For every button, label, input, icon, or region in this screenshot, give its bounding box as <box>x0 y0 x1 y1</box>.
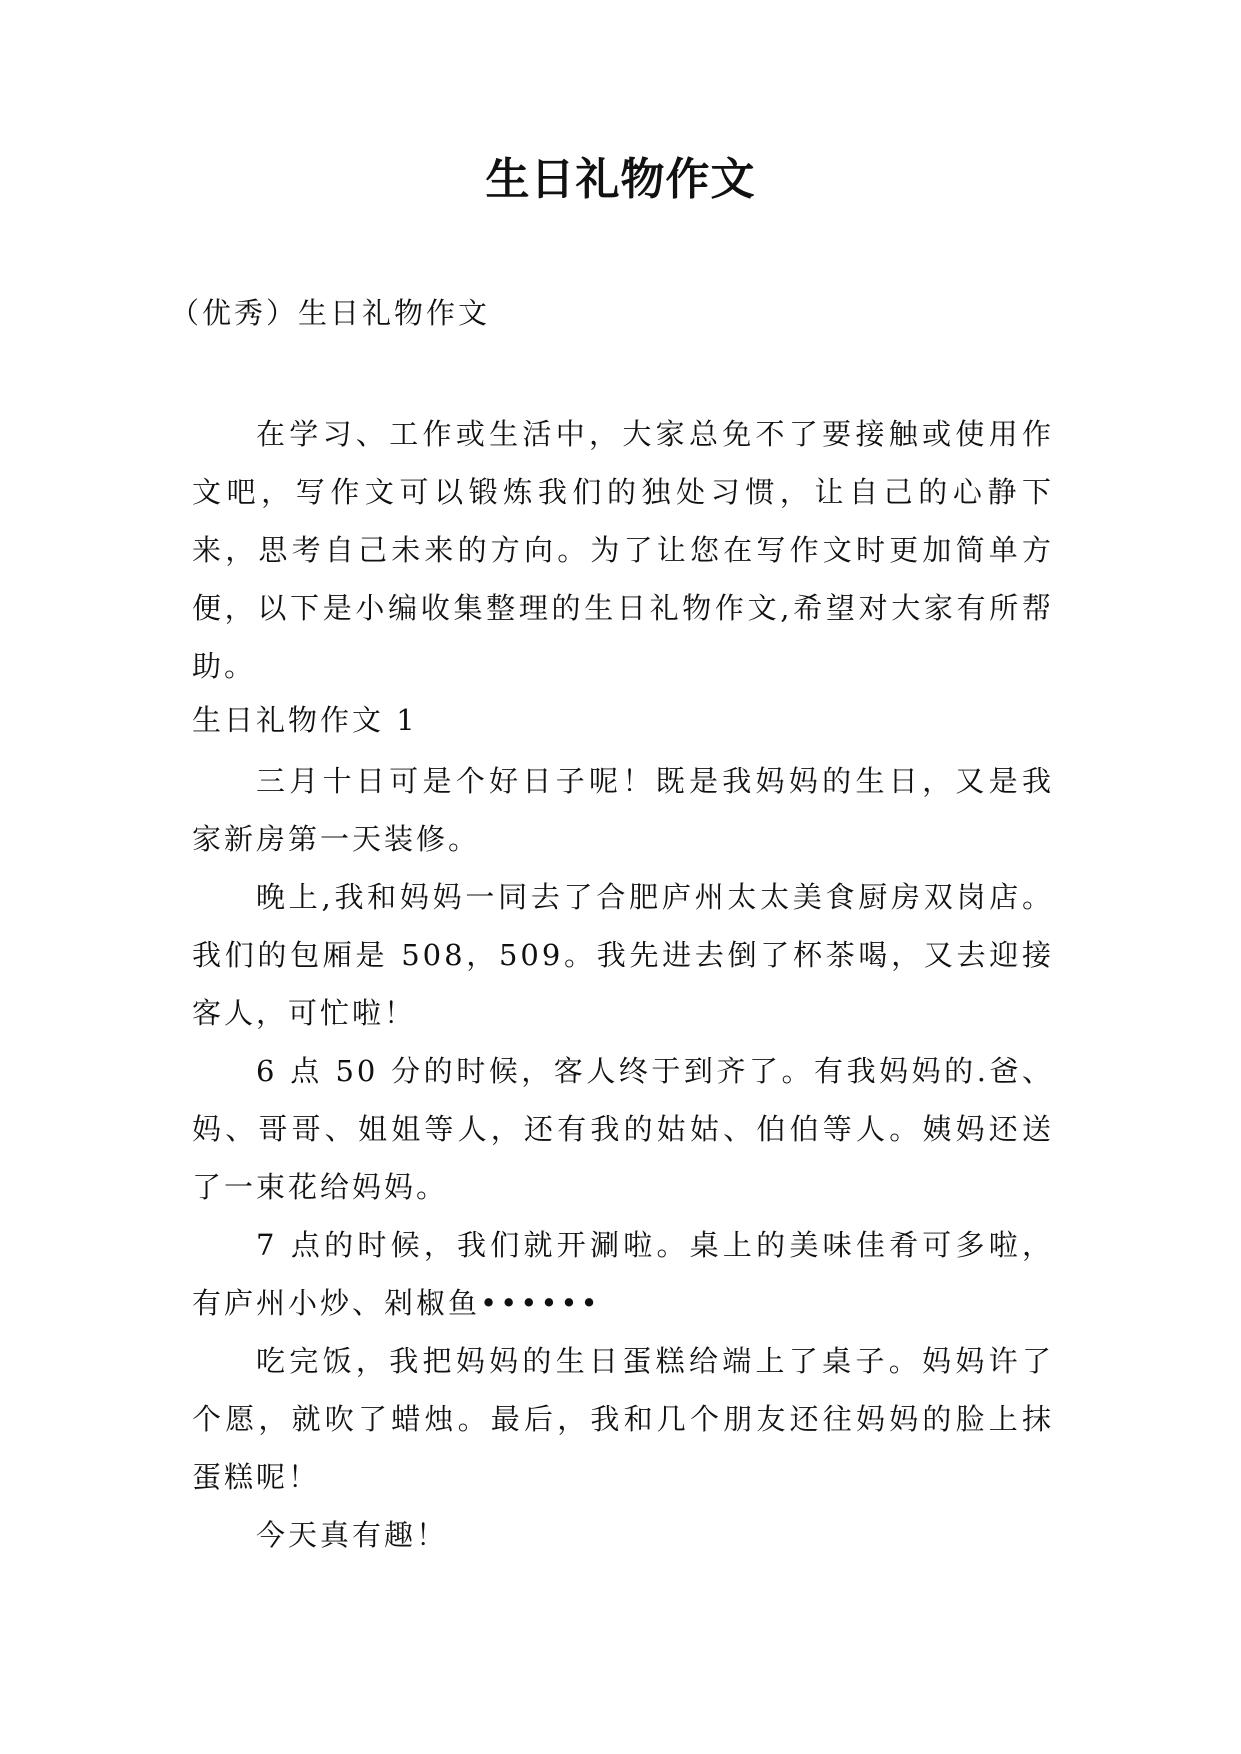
document-title: 生日礼物作文 <box>485 154 756 205</box>
essay-paragraph: 晚上,我和妈妈一同去了合肥庐州太太美食厨房双岗店。我们的包厢是 508，509。我先进去倒了杯茶喝，又去迎接客人，可忙啦！ <box>192 880 1054 1030</box>
essay-paragraph: 三月十日可是个好日子呢！既是我妈妈的生日，又是我家新房第一天装修。 <box>192 764 1054 856</box>
document-subtitle: （优秀）生日礼物作文 <box>170 296 491 330</box>
essay-paragraph: 6 点 50 分的时候，客人终于到齐了。有我妈妈的.爸、妈、哥哥、姐姐等人，还有我的姑姑、伯伯等人。姨妈还送了一束花给妈妈。 <box>192 1054 1054 1204</box>
essay-paragraph: 吃完饭，我把妈妈的生日蛋糕给端上了桌子。妈妈许了个愿，就吹了蜡烛。最后，我和几个朋友还往妈妈的脸上抹蛋糕呢！ <box>192 1344 1054 1494</box>
essay-body <box>192 752 1054 1564</box>
essay-heading: 生日礼物作文 1 <box>192 703 418 737</box>
intro-paragraph: 在学习、工作或生活中，大家总免不了要接触或使用作文吧，写作文可以锻炼我们的独处习惯，让自己的心静下来，思考自己未来的方向。为了让您在写作文时更加简单方便，以下是小编收集整理的生日礼物作文,希望对大家有所帮助。 <box>192 417 1054 683</box>
essay-paragraph: 今天真有趣！ <box>256 1518 449 1552</box>
essay-paragraph: 7 点的时候，我们就开涮啦。桌上的美味佳肴可多啦，有庐州小炒、剁椒鱼•••••• <box>192 1228 1054 1320</box>
